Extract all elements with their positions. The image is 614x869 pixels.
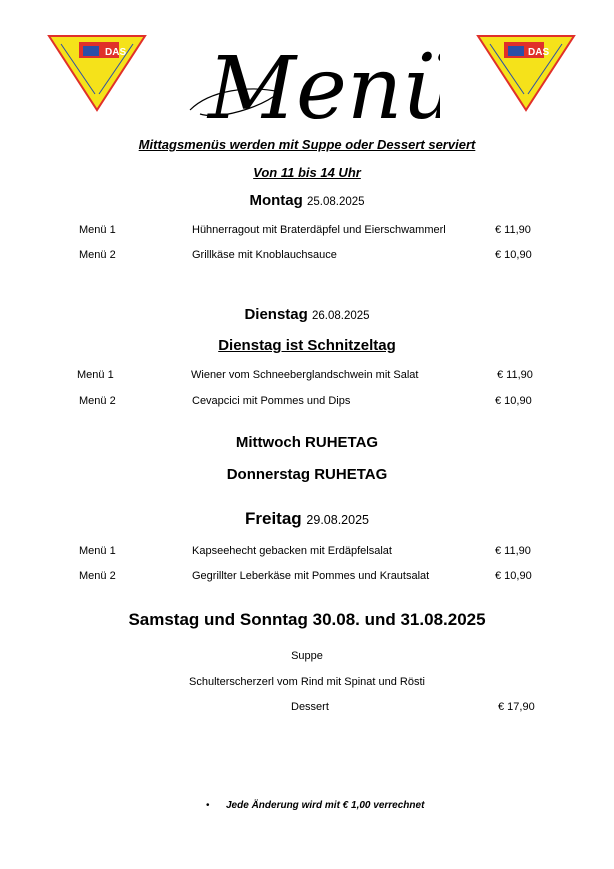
- weekend-dessert: Dessert: [291, 701, 329, 713]
- bullet-icon: •: [206, 800, 210, 811]
- day-heading-donnerstag: Donnerstag RUHETAG: [226, 466, 388, 483]
- menu-row: Menü 2 Cevapcici mit Pommes und Dips € 10,90: [79, 395, 532, 407]
- day-heading-freitag: Freitag 29.08.2025: [245, 509, 369, 528]
- day-heading-montag: Montag 25.08.2025: [249, 192, 365, 209]
- svg-text:Menü: Menü: [208, 39, 440, 130]
- footnote: Jede Änderung wird mit € 1,00 verrechnet: [226, 800, 425, 811]
- subtitle: Mittagsmenüs werden mit Suppe oder Dessert serviert: [138, 137, 476, 152]
- logo-text: DAS: [105, 47, 127, 58]
- weekend-heading: Samstag und Sonntag 30.08. und 31.08.2025: [128, 610, 486, 629]
- special-heading: Dienstag ist Schnitzeltag: [218, 337, 396, 354]
- menu-row: Menü 1 Wiener vom Schneeberglandschwein mit Salat € 11,90: [77, 369, 533, 381]
- day-heading-mittwoch: Mittwoch RUHETAG: [235, 434, 379, 451]
- logo-right: [476, 34, 576, 112]
- menu-title: [180, 30, 440, 130]
- hours: Von 11 bis 14 Uhr: [253, 165, 361, 180]
- weekend-main: Schulterscherzerl vom Rind mit Spinat und Rösti: [189, 676, 425, 688]
- weekend-soup: Suppe: [291, 650, 323, 662]
- logo-left: [47, 34, 147, 112]
- day-heading-dienstag: Dienstag 26.08.2025: [244, 306, 370, 323]
- logo-text: DAS: [528, 47, 550, 58]
- menu-row: Menü 2 Grillkäse mit Knoblauchsauce € 10,90: [79, 249, 532, 261]
- weekend-price: € 17,90: [498, 701, 535, 713]
- menu-row: Menü 1 Hühnerragout mit Braterdäpfel und Eierschwammerl € 11,90: [79, 224, 531, 236]
- menu-row: Menü 2 Gegrillter Leberkäse mit Pommes und Krautsalat € 10,90: [79, 570, 532, 582]
- menu-row: Menü 1 Kapseehecht gebacken mit Erdäpfelsalat € 11,90: [79, 545, 531, 557]
